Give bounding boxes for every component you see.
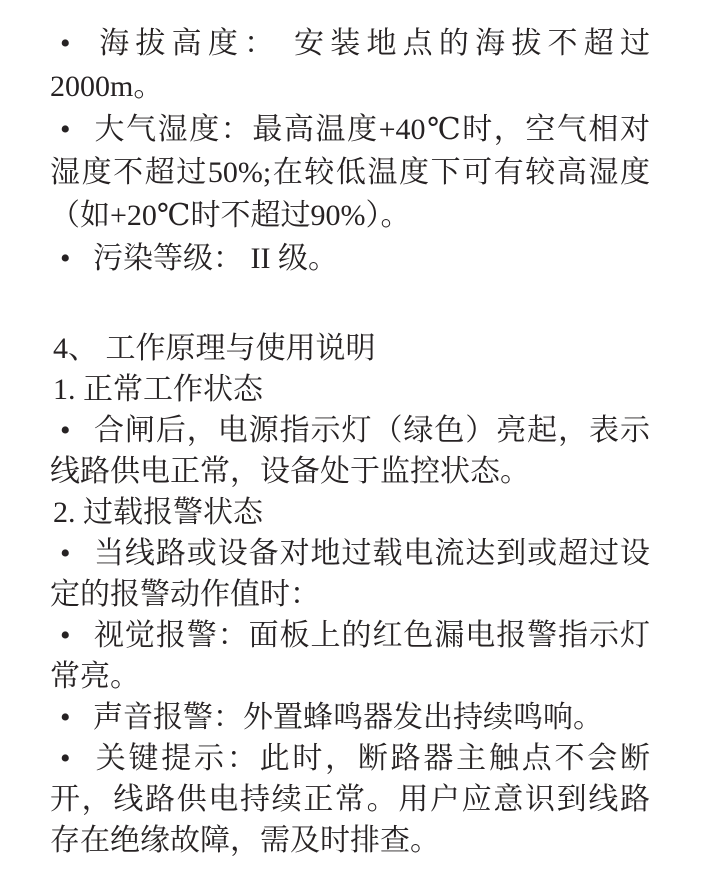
line-text: 线路供电正常，设备处于监控状态。 [50, 455, 530, 488]
line-text: （如+20℃时不超过90%）。 [50, 199, 411, 232]
continuation-line-visual-alarm [0, 656, 706, 697]
blank-line [0, 280, 706, 328]
bullet-item-visual-alarm [0, 615, 706, 656]
line-text: 2000m。 [50, 70, 164, 103]
line-text: 合闸后，电源指示灯（绿色）亮起，表示 [93, 414, 650, 447]
bullet-icon: • [60, 619, 71, 652]
line-text: 2. 过载报警状态 [53, 496, 263, 529]
continuation-line-humidity-2 [0, 194, 706, 237]
subheading-normal-state [0, 369, 706, 410]
continuation-line-power-on [0, 451, 706, 492]
line-text: 关键提示：此时，断路器主触点不会断 [93, 742, 650, 775]
continuation-line-humidity-1 [0, 151, 706, 194]
line-text: 污染等级： II 级。 [93, 242, 338, 275]
continuation-line-overload-condition [0, 574, 706, 615]
bullet-item-audio-alarm [0, 697, 706, 738]
continuation-line-key-notice-2 [0, 820, 706, 861]
continuation-line-key-notice-1 [0, 779, 706, 820]
bullet-icon: • [60, 242, 71, 275]
bullet-item-overload-condition [0, 533, 706, 574]
bullet-icon: • [60, 537, 71, 570]
line-text: 常亮。 [50, 660, 140, 693]
line-text: 存在绝缘故障，需及时排查。 [50, 824, 440, 857]
bullet-icon: • [60, 27, 71, 60]
bullet-icon: • [60, 701, 71, 734]
continuation-line-altitude [0, 65, 706, 108]
bullet-item-key-notice [0, 738, 706, 779]
bullet-item-power-on [0, 410, 706, 451]
line-text: 开，线路供电持续正常。用户应意识到线路 [50, 783, 650, 816]
line-text: 定的报警动作值时： [50, 578, 320, 611]
bullet-icon: • [60, 113, 71, 146]
line-text: 海拔高度： 安装地点的海拔不超过 [93, 27, 650, 60]
line-text: 湿度不超过50%;在较低温度下可有较高湿度 [50, 156, 650, 189]
bullet-item-altitude [0, 22, 706, 65]
line-text: 大气湿度：最高温度+40℃时，空气相对 [93, 113, 650, 146]
line-text: 当线路或设备对地过载电流达到或超过设 [93, 537, 650, 570]
bullet-icon: • [60, 742, 71, 775]
section-heading-working-principle [0, 328, 706, 369]
bullet-icon: • [60, 414, 71, 447]
line-text: 声音报警：外置蜂鸣器发出持续鸣响。 [93, 701, 603, 734]
subheading-overload-alarm [0, 492, 706, 533]
section-working-principle [0, 328, 706, 861]
bullet-item-pollution-degree [0, 237, 706, 280]
line-text: 4、 工作原理与使用说明 [53, 332, 376, 365]
line-text: 视觉报警：面板上的红色漏电报警指示灯 [93, 619, 650, 652]
bullet-item-humidity [0, 108, 706, 151]
line-text: 1. 正常工作状态 [53, 373, 263, 406]
section-operating-conditions [0, 22, 706, 280]
